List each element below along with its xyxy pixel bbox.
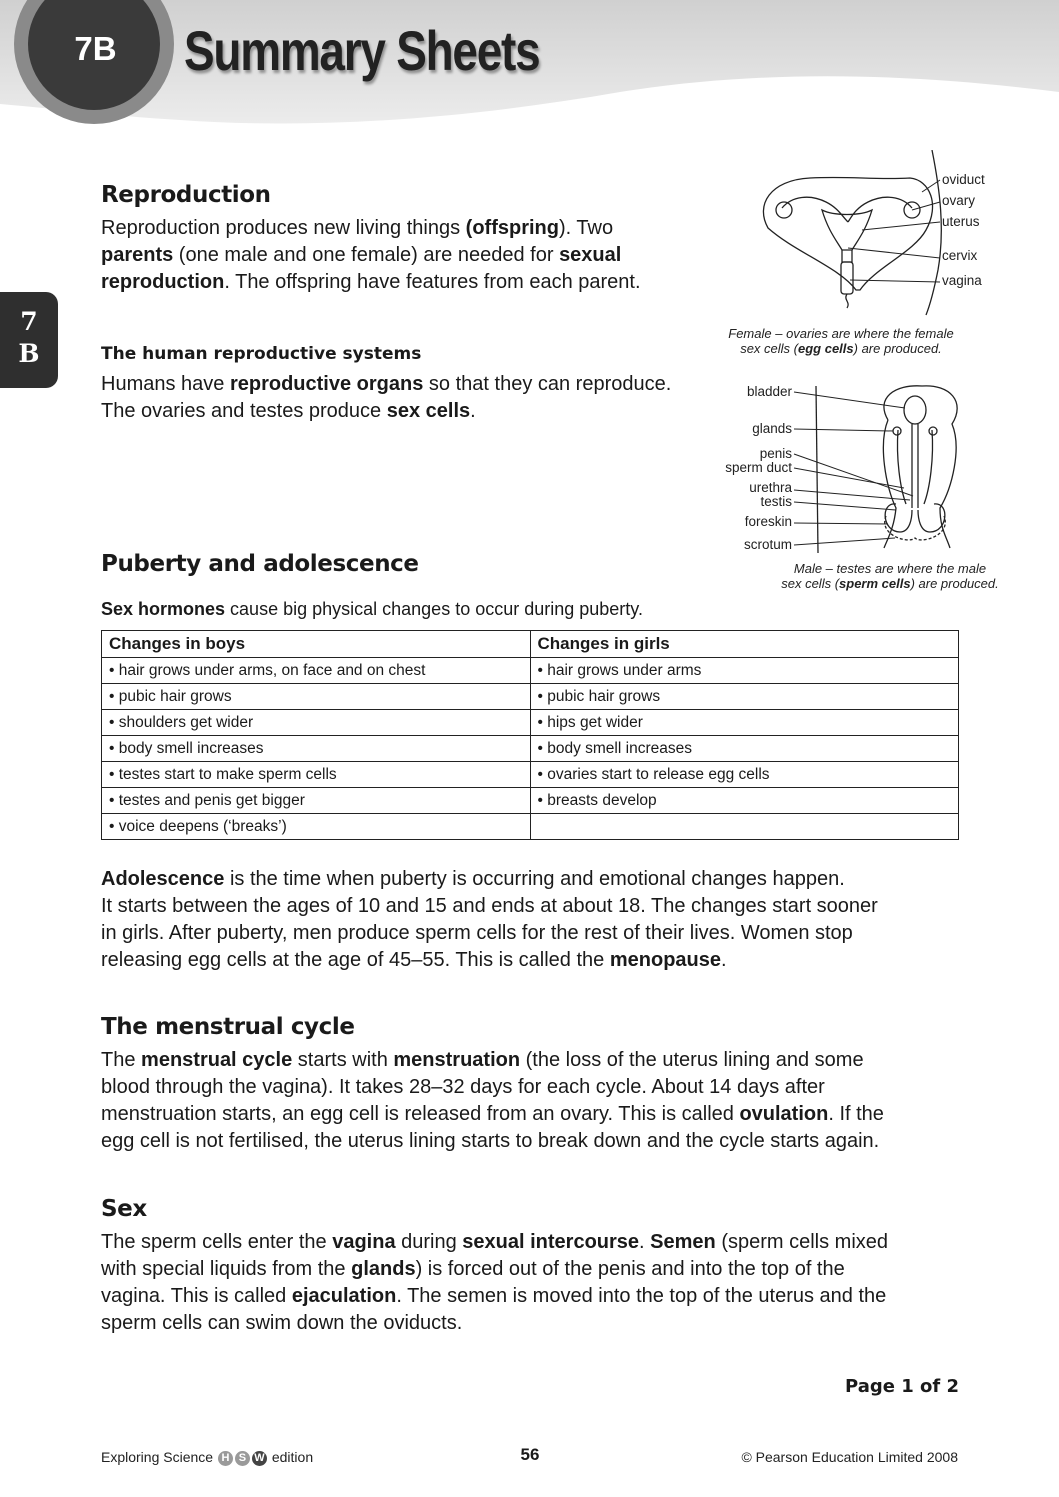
sex-text	[101, 1229, 888, 1337]
heading-human-systems: The human reproductive systems	[101, 344, 422, 364]
text-run: (sperm cells mixed	[715, 1231, 889, 1253]
footer-copyright: © Pearson Education Limited 2008	[741, 1449, 958, 1465]
bold-term: reproductive organs	[229, 373, 424, 395]
label-urethra: urethra	[749, 480, 792, 495]
bold-term: Semen	[650, 1231, 716, 1253]
side-tab-number: 7	[20, 307, 38, 336]
text-run: . The offspring have features from each parent.	[224, 271, 641, 293]
heading-sex: Sex	[101, 1196, 147, 1222]
menstrual-text	[101, 1047, 884, 1155]
heading-puberty: Puberty and adolescence	[101, 551, 419, 577]
female-reproductive-diagram	[700, 150, 1020, 350]
text-run: The	[101, 1049, 142, 1071]
table-cell: • body smell increases	[530, 736, 959, 762]
column-header: Changes in girls	[530, 631, 959, 658]
table-cell: • hair grows under arms, on face and on chest	[102, 658, 531, 684]
text-run: (one male and one female) are needed for	[173, 244, 560, 266]
column-header: Changes in boys	[102, 631, 531, 658]
bold-term: Adolescence	[101, 868, 225, 890]
table-cell: • pubic hair grows	[102, 684, 531, 710]
label-oviduct: oviduct	[942, 172, 985, 187]
text-run: is the time when puberty is occurring and emotional changes happen.	[224, 868, 845, 890]
caption-run: Male – testes are where the male	[793, 561, 987, 576]
text-run: The sperm cells enter the	[101, 1231, 333, 1253]
bold-term: vagina	[332, 1231, 396, 1253]
text-run: ) is forced out of the penis and into the top of the	[415, 1258, 845, 1280]
text-run: starts with	[292, 1049, 394, 1071]
text-run: in girls. After puberty, men produce sperm cells for the rest of their lives. Women stop	[101, 922, 853, 944]
label-sperm-duct: sperm duct	[725, 460, 792, 475]
text-run: Reproduction produces new living things	[101, 217, 466, 239]
bold-term: menstrual cycle	[141, 1049, 293, 1071]
label-vagina: vagina	[942, 273, 982, 288]
table-row	[102, 684, 959, 710]
table-row	[102, 814, 959, 840]
text-run: sperm cells can swim down the oviducts.	[101, 1312, 463, 1334]
table-header-row	[102, 631, 959, 658]
bold-term: reproduction	[101, 271, 225, 293]
bold-term: menstruation	[393, 1049, 521, 1071]
caption-bold: egg cells	[797, 341, 854, 356]
table-cell: • ovaries start to release egg cells	[530, 762, 959, 788]
footer-edition: edition	[271, 1449, 314, 1465]
label-uterus: uterus	[942, 214, 980, 229]
bold-term: glands	[351, 1258, 416, 1280]
table-cell: • body smell increases	[102, 736, 531, 762]
table-cell: • breasts develop	[530, 788, 959, 814]
text-run: (the loss of the uterus lining and some	[520, 1049, 864, 1071]
page-number: 56	[520, 1445, 540, 1464]
caption-bold: sperm cells	[839, 576, 911, 591]
female-diagram-caption	[716, 326, 966, 356]
side-tab-letter: B	[18, 339, 40, 368]
hsw-s-icon: S	[235, 1451, 250, 1466]
text-run: with special liquids from the	[101, 1258, 352, 1280]
table-cell: • shoulders get wider	[102, 710, 531, 736]
text-run: blood through the vagina). It takes 28–32 days for each cycle. About 14 days after	[101, 1076, 825, 1098]
text-run: vagina. This is called	[101, 1285, 292, 1307]
bold-term: sexual intercourse	[462, 1231, 640, 1253]
text-run: . The semen is moved into the top of the uterus and the	[396, 1285, 887, 1307]
label-glands: glands	[752, 421, 792, 436]
label-penis: penis	[759, 446, 792, 461]
table-row	[102, 710, 959, 736]
table-cell: • pubic hair grows	[530, 684, 959, 710]
text-run: egg cell is not fertilised, the uterus lining starts to break down and the cycle starts again.	[101, 1130, 880, 1152]
text-run: .	[470, 400, 476, 422]
text-run: It starts between the ages of 10 and 15 and ends at about 18. The changes start sooner	[101, 895, 878, 917]
text-run: so that they can reproduce.	[423, 373, 672, 395]
caption-run: Female – ovaries are where the female	[728, 326, 954, 341]
table-cell: • hips get wider	[530, 710, 959, 736]
text-run: Humans have	[101, 373, 230, 395]
reproduction-text	[101, 215, 641, 296]
bold-term: menopause	[609, 949, 722, 971]
table-cell: • hair grows under arms	[530, 658, 959, 684]
text-run: menstruation starts, an egg cell is released from an ovary. This is called	[101, 1103, 740, 1125]
label-testis: testis	[760, 494, 792, 509]
table-cell: • testes start to make sperm cells	[102, 762, 531, 788]
page-indicator: Page 1 of 2	[845, 1376, 959, 1397]
caption-run: sex cells (	[740, 341, 798, 356]
hsw-w-icon: W	[252, 1451, 267, 1466]
label-ovary: ovary	[942, 193, 976, 208]
table-cell: • voice deepens (‘breaks’)	[102, 814, 531, 840]
bold-term: ejaculation	[291, 1285, 397, 1307]
label-foreskin: foreskin	[744, 514, 792, 529]
page-title: Summary Sheets	[184, 19, 540, 82]
hsw-h-icon: H	[218, 1451, 233, 1466]
footer-series	[101, 1449, 313, 1466]
bold-term: Sex hormones	[101, 599, 226, 619]
bold-term: parents	[101, 244, 174, 266]
text-run: .	[721, 949, 727, 971]
text-run: ). Two	[558, 217, 614, 239]
text-run: during	[395, 1231, 463, 1253]
footer-series-name: Exploring Science	[101, 1449, 214, 1465]
puberty-intro	[101, 597, 643, 621]
male-diagram-caption	[770, 561, 1010, 591]
heading-reproduction: Reproduction	[101, 182, 271, 208]
bold-term: sex cells	[386, 400, 471, 422]
label-scrotum: scrotum	[743, 537, 792, 552]
text-run: . If the	[828, 1103, 884, 1125]
male-reproductive-diagram	[700, 378, 1020, 568]
bold-term: (offspring	[465, 217, 559, 239]
heading-menstrual-cycle: The menstrual cycle	[101, 1014, 355, 1040]
label-cervix: cervix	[942, 248, 978, 263]
table-cell	[530, 814, 959, 840]
bold-term: ovulation	[739, 1103, 829, 1125]
label-bladder: bladder	[746, 384, 792, 399]
caption-run: ) are produced.	[853, 341, 942, 356]
table-row	[102, 658, 959, 684]
adolescence-text	[101, 866, 878, 974]
table-cell: • testes and penis get bigger	[102, 788, 531, 814]
unit-code: 7B	[74, 30, 117, 67]
caption-run: sex cells (	[781, 576, 840, 591]
table-row	[102, 762, 959, 788]
table-row	[102, 736, 959, 762]
text-run: .	[639, 1231, 651, 1253]
text-run: cause big physical changes to occur during puberty.	[225, 599, 643, 619]
side-tab	[0, 292, 58, 388]
puberty-changes-table	[101, 630, 959, 840]
bold-term: sexual	[559, 244, 622, 266]
caption-run: ) are produced.	[910, 576, 999, 591]
human-systems-text	[101, 371, 671, 425]
text-run: releasing egg cells at the age of 45–55. This is called the	[101, 949, 610, 971]
text-run: The ovaries and testes produce	[101, 400, 387, 422]
table-row	[102, 788, 959, 814]
